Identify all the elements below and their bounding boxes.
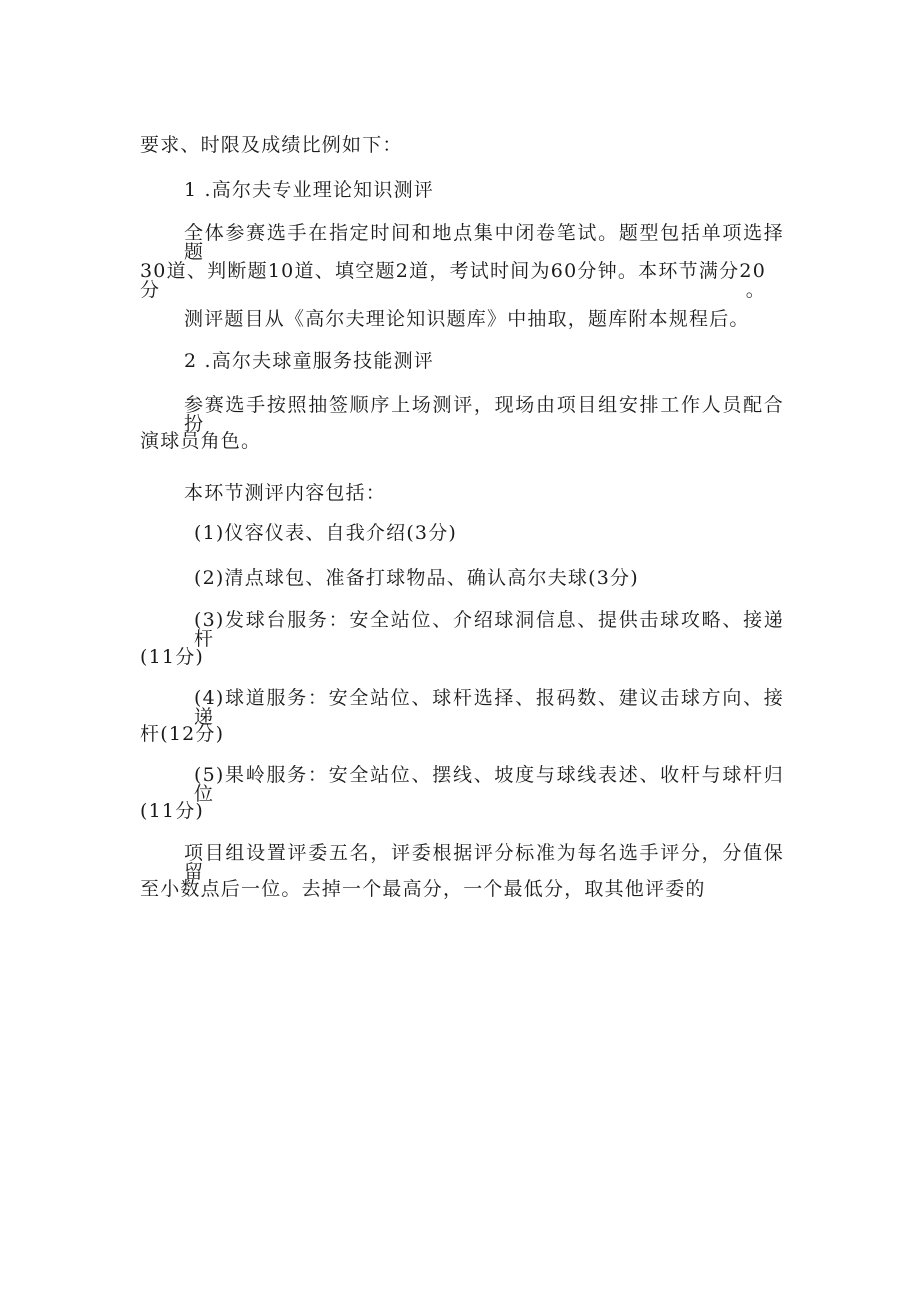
list-item: (1)仪容仪表、自我介绍(3分) <box>194 522 458 544</box>
paragraph-line: 项目组设置评委五名，评委根据评分标准为每名选手评分，分值保留 <box>184 842 784 883</box>
list-item: (4)球道服务：安全站位、球杆选择、报码数、建议击球方向、接递 <box>194 687 784 728</box>
list-item-continuation: (11分) <box>140 800 205 822</box>
paragraph-line: 演球员角色。 <box>140 430 262 452</box>
section-heading-caddie: 2 .高尔夫球童服务技能测评 <box>184 350 434 372</box>
list-item: (3)发球台服务：安全站位、介绍球洞信息、提供击球攻略、接递杆 <box>194 609 784 650</box>
list-item-continuation: (11分) <box>140 646 205 668</box>
paragraph-line: 测评题目从《高尔夫理论知识题库》中抽取，题库附本规程后。 <box>184 308 750 330</box>
intro-line: 要求、时限及成绩比例如下： <box>140 134 403 156</box>
paragraph-line: 全体参赛选手在指定时间和地点集中闭卷笔试。题型包括单项选择题 <box>184 222 784 263</box>
paragraph-line: 30道、判断题10道、填空题2道，考试时间为60分钟。本环节满分20分。 <box>140 260 766 301</box>
list-item-continuation: 杆(12分) <box>140 723 225 745</box>
paragraph-line: 参赛选手按照抽签顺序上场测评，现场由项目组安排工作人员配合扮 <box>184 394 784 435</box>
paragraph-line: 本环节测评内容包括： <box>184 482 387 504</box>
list-item: (2)清点球包、准备打球物品、确认高尔夫球(3分) <box>194 567 639 589</box>
paragraph-line: 至小数点后一位。去掉一个最高分，一个最低分，取其他评委的 <box>140 878 706 900</box>
section-heading-theory: 1 .高尔夫专业理论知识测评 <box>184 179 434 201</box>
list-item: (5)果岭服务：安全站位、摆线、坡度与球线表述、收杆与球杆归位 <box>194 764 784 805</box>
